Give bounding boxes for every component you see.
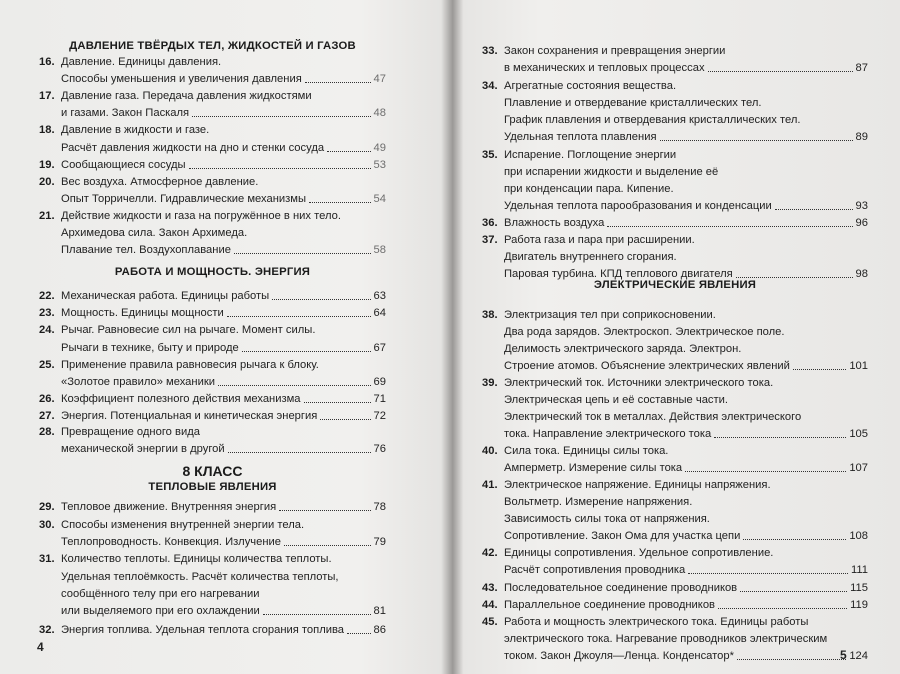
toc-entry-text: Плавание тел. Воздухоплавание: [61, 244, 231, 256]
toc-page-number: 79: [373, 536, 386, 548]
toc-leader-dots: [736, 277, 853, 278]
toc-page-number: 71: [373, 393, 386, 405]
toc-entry: [482, 543, 868, 560]
toc-entry: [482, 475, 868, 492]
toc-entry: [482, 407, 868, 424]
section-heading: ЭЛЕКТРИЧЕСКИЕ ЯВЛЕНИЯ: [593, 279, 757, 291]
toc-entry-text: Давление в жидкости и газе.: [61, 124, 210, 136]
toc-entry-number: 34.: [482, 80, 498, 92]
toc-entry: [482, 76, 868, 93]
toc-entry: [39, 532, 386, 549]
toc-entry: [39, 422, 386, 439]
toc-page-number: 76: [373, 443, 386, 455]
toc-entry-text: Применение правила равновесия рычага к блоку.: [61, 359, 319, 371]
toc-entry: [39, 567, 386, 584]
toc-leader-dots: [227, 316, 371, 317]
toc-entry-text: Количество теплоты. Единицы количества теплоты.: [61, 553, 332, 565]
toc-leader-dots: [242, 351, 371, 352]
page-number-folio: 5: [840, 648, 847, 662]
toc-entry-number: 44.: [482, 599, 498, 611]
toc-page-number: 89: [855, 131, 868, 143]
toc-entry-text: Закон сохранения и превращения энергии: [504, 45, 726, 57]
toc-entry-number: 22.: [39, 290, 55, 302]
toc-entry: [482, 196, 868, 213]
toc-leader-dots: [284, 545, 371, 546]
toc-entry-number: 25.: [39, 359, 55, 371]
toc-entry: [482, 458, 868, 475]
page-number-folio: 4: [37, 640, 44, 654]
toc-entry-text: Последовательное соединение проводников: [504, 582, 738, 594]
toc-entry-text: Электрическое напряжение. Единицы напряжения.: [504, 479, 771, 491]
toc-leader-dots: [309, 202, 371, 203]
toc-entry-text: Мощность. Единицы мощности: [61, 307, 224, 319]
toc-leader-dots: [740, 591, 847, 592]
toc-entry-text: при конденсации пара. Кипение.: [504, 183, 674, 195]
toc-entry-text: Электрический ток. Источники электрического тока.: [504, 377, 774, 389]
toc-entry-text: Механическая работа. Единицы работы: [61, 290, 270, 302]
toc-leader-dots: [607, 226, 852, 227]
toc-entry: [39, 240, 386, 257]
toc-entry-number: 30.: [39, 519, 55, 531]
grade-heading: 8 КЛАСС: [182, 463, 243, 479]
toc-entry: [39, 303, 386, 320]
toc-leader-dots: [189, 168, 371, 169]
toc-leader-dots: [305, 82, 371, 83]
toc-entry-number: 19.: [39, 159, 55, 171]
toc-page-number: 64: [373, 307, 386, 319]
toc-entry-number: 29.: [39, 501, 55, 513]
toc-page-number: 72: [373, 410, 386, 422]
toc-entry-number: 45.: [482, 616, 498, 628]
toc-entry-number: 37.: [482, 234, 498, 246]
toc-page-number: 81: [373, 605, 386, 617]
toc-entry: [39, 320, 386, 337]
toc-entry: [39, 338, 386, 355]
toc-entry-number: 20.: [39, 176, 55, 188]
toc-entry: [39, 355, 386, 372]
toc-entry-text: Единицы сопротивления. Удельное сопротивление.: [504, 547, 774, 559]
toc-entry-text: Сила тока. Единицы силы тока.: [504, 445, 669, 457]
toc-entry-number: 43.: [482, 582, 498, 594]
toc-entry-text: или выделяемого при его охлаждении: [61, 605, 260, 617]
toc-entry: [482, 58, 868, 75]
toc-entry: [482, 509, 868, 526]
toc-entry-text: Вольтметр. Измерение напряжения.: [504, 496, 693, 508]
toc-page-number: 107: [849, 462, 868, 474]
toc-entry-text: Коэффициент полезного действия механизма: [61, 393, 301, 405]
toc-entry: [39, 103, 386, 120]
toc-entry-text: Превращение одного вида: [61, 426, 200, 438]
toc-entry: [39, 389, 386, 406]
toc-entry: [482, 560, 868, 577]
toc-entry: [39, 189, 386, 206]
toc-entry-text: Влажность воздуха: [504, 217, 605, 229]
toc-entry-number: 26.: [39, 393, 55, 405]
toc-entry: [39, 515, 386, 532]
toc-entry: [39, 549, 386, 566]
toc-leader-dots: [228, 452, 371, 453]
toc-leader-dots: [737, 659, 846, 660]
toc-page-number: 101: [849, 360, 868, 372]
toc-entry-text: Энергия. Потенциальная и кинетическая энергия: [61, 410, 318, 422]
toc-page-number: 54: [373, 193, 386, 205]
toc-entry: [482, 145, 868, 162]
toc-entry-text: Работа и мощность электрического тока. Единицы работы: [504, 616, 809, 628]
toc-entry-text: Расчёт давления жидкости на дно и стенки сосуда: [61, 142, 325, 154]
toc-entry-text: Работа газа и пара при расширении.: [504, 234, 695, 246]
toc-entry: [39, 223, 386, 240]
left-page: [0, 0, 448, 674]
toc-entry: [482, 322, 868, 339]
toc-page-number: 124: [849, 650, 868, 662]
toc-entry: [39, 601, 386, 618]
toc-page-number: 49: [373, 142, 386, 154]
toc-entry-text: Тепловое движение. Внутренняя энергия: [61, 501, 277, 513]
toc-page-number: 119: [850, 599, 868, 611]
toc-page-number: 98: [855, 268, 868, 280]
toc-entry-text: Рычаг. Равновесие сил на рычаге. Момент силы.: [61, 324, 316, 336]
toc-entry: [39, 206, 386, 223]
toc-leader-dots: [688, 573, 848, 574]
toc-entry-text: График плавления и отвердевания кристаллических тел.: [504, 114, 801, 126]
toc-entry: [482, 230, 868, 247]
toc-entry-number: 36.: [482, 217, 498, 229]
toc-leader-dots: [793, 369, 846, 370]
toc-entry: [39, 155, 386, 172]
toc-entry-text: «Золотое правило» механики: [61, 376, 215, 388]
toc-entry: [482, 629, 868, 646]
toc-entry-text: Делимость электрического заряда. Электрон.: [504, 343, 742, 355]
toc-page-number: 48: [373, 107, 386, 119]
toc-page-number: 78: [373, 501, 386, 513]
toc-entry: [39, 439, 386, 456]
toc-page-number: 87: [855, 62, 868, 74]
toc-page-number: 67: [373, 342, 386, 354]
toc-entry-text: Два рода зарядов. Электроскоп. Электрическое поле.: [504, 326, 785, 338]
right-page: [454, 0, 900, 674]
toc-entry-text: Параллельное соединение проводников: [504, 599, 715, 611]
toc-entry-number: 42.: [482, 547, 498, 559]
toc-page-number: 115: [850, 582, 868, 594]
toc-entry-text: Действие жидкости и газа на погружённое в них тело.: [61, 210, 341, 222]
toc-leader-dots: [718, 608, 847, 609]
toc-leader-dots: [714, 437, 846, 438]
toc-entry: [482, 179, 868, 196]
toc-entry-text: Электризация тел при соприкосновении.: [504, 309, 716, 321]
toc-leader-dots: [775, 209, 853, 210]
toc-leader-dots: [192, 116, 370, 117]
toc-page-number: 96: [855, 217, 868, 229]
toc-entry: [482, 595, 868, 612]
toc-entry-number: 16.: [39, 56, 55, 68]
toc-entry-text: Паровая турбина. КПД теплового двигателя: [504, 268, 733, 280]
toc-leader-dots: [304, 402, 371, 403]
section-heading: ДАВЛЕНИЕ ТВЁРДЫХ ТЕЛ, ЖИДКОСТЕЙ И ГАЗОВ: [69, 40, 356, 52]
toc-page-number: 108: [849, 530, 868, 542]
toc-entry: [39, 372, 386, 389]
toc-entry-number: 33.: [482, 45, 498, 57]
toc-entry: [39, 69, 386, 86]
toc-entry-number: 23.: [39, 307, 55, 319]
toc-entry-number: 27.: [39, 410, 55, 422]
toc-entry-text: Вес воздуха. Атмосферное давление.: [61, 176, 259, 188]
toc-page-number: 86: [373, 624, 386, 636]
toc-entry-number: 21.: [39, 210, 55, 222]
toc-entry-text: током. Закон Джоуля—Ленца. Конденсатор*: [504, 650, 734, 662]
toc-entry-text: тока. Направление электрического тока: [504, 428, 712, 440]
toc-entry-text: Электрический ток в металлах. Действия электрического: [504, 411, 802, 423]
toc-page-number: 47: [373, 73, 386, 85]
toc-page-number: 93: [855, 200, 868, 212]
toc-entry-text: Давление газа. Передача давления жидкостями: [61, 90, 312, 102]
toc-entry: [482, 264, 868, 281]
toc-page-number: 53: [373, 159, 386, 171]
toc-entry: [482, 612, 868, 629]
toc-leader-dots: [263, 614, 371, 615]
toc-leader-dots: [327, 151, 370, 152]
toc-leader-dots: [660, 140, 853, 141]
section-heading: ТЕПЛОВЫЕ ЯВЛЕНИЯ: [148, 481, 277, 493]
toc-entry-text: Амперметр. Измерение силы тока: [504, 462, 683, 474]
toc-entry-number: 39.: [482, 377, 498, 389]
toc-entry-text: в механических и тепловых процессах: [504, 62, 705, 74]
toc-entry-number: 32.: [39, 624, 55, 636]
toc-entry: [482, 578, 868, 595]
toc-leader-dots: [347, 633, 371, 634]
toc-entry-number: 35.: [482, 149, 498, 161]
toc-entry: [482, 110, 868, 127]
toc-entry-text: Рычаги в технике, быту и природе: [61, 342, 239, 354]
toc-entry-text: Удельная теплота парообразования и конденсации: [504, 200, 772, 212]
toc-entry: [39, 52, 386, 69]
toc-entry: [39, 138, 386, 155]
toc-entry: [482, 247, 868, 264]
toc-entry-text: Способы уменьшения и увеличения давления: [61, 73, 302, 85]
toc-entry-text: Давление. Единицы давления.: [61, 56, 222, 68]
toc-leader-dots: [320, 419, 370, 420]
toc-entry-number: 41.: [482, 479, 498, 491]
toc-entry-text: Плавление и отвердевание кристаллических тел.: [504, 97, 762, 109]
toc-entry-text: Агрегатные состояния вещества.: [504, 80, 677, 92]
toc-entry: [482, 492, 868, 509]
section-heading: РАБОТА И МОЩНОСТЬ. ЭНЕРГИЯ: [114, 266, 311, 278]
toc-entry: [482, 356, 868, 373]
toc-entry: [39, 120, 386, 137]
toc-page-number: 58: [373, 244, 386, 256]
toc-entry-text: Испарение. Поглощение энергии: [504, 149, 677, 161]
toc-entry: [482, 390, 868, 407]
toc-entry-number: 31.: [39, 553, 55, 565]
toc-entry-text: Сообщающиеся сосуды: [61, 159, 186, 171]
toc-entry: [482, 339, 868, 356]
toc-entry: [39, 286, 386, 303]
toc-entry: [482, 305, 868, 322]
toc-leader-dots: [234, 253, 371, 254]
toc-leader-dots: [272, 299, 370, 300]
toc-leader-dots: [708, 71, 853, 72]
toc-entry-text: сообщённого телу при его нагревании: [61, 588, 260, 600]
toc-entry: [482, 646, 868, 663]
toc-entry-text: Теплопроводность. Конвекция. Излучение: [61, 536, 281, 548]
toc-entry-text: Удельная теплота плавления: [504, 131, 657, 143]
toc-leader-dots: [279, 510, 370, 511]
toc-entry-text: Сопротивление. Закон Ома для участка цепи: [504, 530, 741, 542]
toc-entry: [482, 41, 868, 58]
toc-entry: [482, 213, 868, 230]
toc-page-number: 69: [373, 376, 386, 388]
toc-entry-number: 40.: [482, 445, 498, 457]
toc-page-number: 63: [373, 290, 386, 302]
toc-entry: [39, 497, 386, 514]
toc-page-number: 111: [850, 564, 868, 576]
toc-page-number: 105: [849, 428, 868, 440]
toc-entry-number: 28.: [39, 426, 55, 438]
toc-entry-text: Электрическая цепь и её составные части.: [504, 394, 728, 406]
toc-entry-text: электрического тока. Нагревание проводников электрическим: [504, 633, 828, 645]
toc-entry-number: 18.: [39, 124, 55, 136]
toc-entry-text: Двигатель внутреннего сгорания.: [504, 251, 677, 263]
toc-entry: [39, 86, 386, 103]
toc-entry-text: Зависимость силы тока от напряжения.: [504, 513, 710, 525]
toc-entry: [482, 162, 868, 179]
toc-entry-text: Строение атомов. Объяснение электрических явлений: [504, 360, 790, 372]
toc-entry: [39, 620, 386, 637]
toc-entry-text: Способы изменения внутренней энергии тела.: [61, 519, 305, 531]
toc-entry-text: Энергия топлива. Удельная теплота сгорания топлива: [61, 624, 345, 636]
toc-entry: [482, 373, 868, 390]
toc-entry: [482, 441, 868, 458]
toc-entry-number: 17.: [39, 90, 55, 102]
toc-leader-dots: [743, 539, 846, 540]
toc-entry-text: механической энергии в другой: [61, 443, 225, 455]
toc-entry: [39, 406, 386, 423]
toc-entry-number: 38.: [482, 309, 498, 321]
toc-entry-text: Удельная теплоёмкость. Расчёт количества теплоты,: [61, 571, 339, 583]
toc-entry: [482, 526, 868, 543]
toc-entry: [39, 172, 386, 189]
toc-entry: [482, 424, 868, 441]
toc-entry: [482, 127, 868, 144]
toc-entry: [482, 93, 868, 110]
toc-entry-text: Расчёт сопротивления проводника: [504, 564, 686, 576]
toc-entry-text: Опыт Торричелли. Гидравлические механизмы: [61, 193, 306, 205]
toc-entry-text: и газами. Закон Паскаля: [61, 107, 190, 119]
toc-leader-dots: [685, 471, 846, 472]
toc-entry: [39, 584, 386, 601]
toc-entry-text: Архимедова сила. Закон Архимеда.: [61, 227, 248, 239]
toc-entry-text: при испарении жидкости и выделение её: [504, 166, 719, 178]
toc-entry-number: 24.: [39, 324, 55, 336]
toc-leader-dots: [218, 385, 371, 386]
